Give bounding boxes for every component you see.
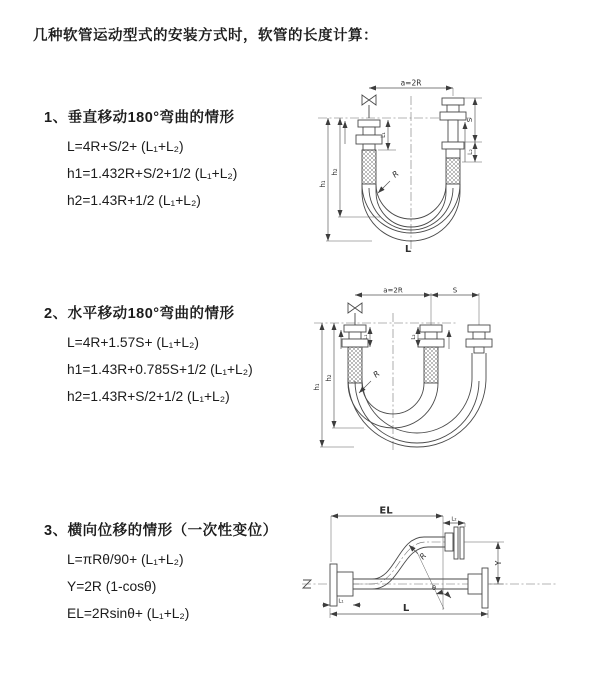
dim-label-radius: R — [390, 169, 401, 180]
section-3-heading: 3、横向位移的情形（一次性变位） — [44, 523, 278, 539]
braided-hose-section — [424, 347, 438, 383]
dim-label-l2: L₂ — [411, 334, 417, 340]
straight-pipe-original-position — [353, 568, 488, 608]
dimension-top-span — [369, 79, 453, 97]
dim-label-l2: L₂ — [467, 149, 474, 155]
section-2-formulas — [44, 329, 253, 410]
left-pipe-fitting — [342, 325, 368, 383]
braided-hose-section — [348, 347, 362, 383]
dim-label-l1: L₁ — [380, 132, 387, 138]
middle-pipe-fitting — [418, 325, 444, 383]
diagram-lateral-displacement — [298, 502, 598, 647]
dim-label-h2: h₂ — [331, 168, 339, 176]
dim-label-s: S — [466, 117, 474, 123]
dim-label-l2: L₂ — [451, 516, 457, 523]
formula-line: EL=2Rsinθ+ (L₁+L₂) — [67, 606, 190, 621]
dim-label-radius: R — [371, 369, 382, 380]
section-3-formulas — [44, 546, 278, 627]
section-2-heading: 2、水平移动180°弯曲的情形 — [44, 306, 235, 322]
dim-label-s: S — [452, 286, 458, 295]
formula-line: h2=1.43R+S/2+1/2 (L₁+L₂) — [67, 389, 230, 404]
dim-label-l1: L₁ — [338, 598, 344, 605]
dimension-l1 — [322, 599, 361, 606]
dimension-l1 — [378, 120, 396, 150]
formula-line: L=4R+S/2+ (L₁+L₂) — [67, 139, 184, 154]
formula-line: L=4R+1.57S+ (L₁+L₂) — [67, 335, 199, 350]
formula-line: h1=1.43R+0.785S+1/2 (L₁+L₂) — [67, 362, 253, 377]
dimension-l2 — [467, 142, 475, 162]
dim-label-h1: h₁ — [319, 180, 327, 188]
dim-label-y: Y — [494, 560, 503, 566]
dim-label-length: L — [404, 244, 412, 255]
dim-label-l1: L₁ — [363, 334, 369, 340]
valve-icon — [348, 303, 362, 325]
dim-label-theta: θ — [432, 584, 436, 592]
formula-line: Y=2R (1-cosθ) — [67, 579, 157, 594]
valve-icon — [362, 95, 376, 118]
dim-label-radius: R — [417, 551, 429, 562]
radius-callout — [378, 169, 401, 193]
section-1-heading: 1、垂直移动180°弯曲的情形 — [44, 110, 235, 126]
section-2 — [44, 302, 253, 410]
right-pipe-fitting-moved-position — [466, 325, 492, 353]
dim-label-h1: h₁ — [313, 383, 321, 391]
section-1 — [44, 106, 237, 214]
dim-label-h2: h₂ — [325, 374, 333, 382]
dim-label-span: a=2R — [383, 286, 403, 295]
dimension-l2 — [411, 327, 418, 347]
dimension-top-span — [355, 287, 479, 326]
braided-hose-section — [446, 158, 460, 184]
dim-label-el: EL — [379, 505, 393, 517]
diagram-vertical-180-bend — [312, 74, 580, 258]
right-pipe-fitting-two-positions — [440, 98, 466, 184]
braided-hose-section — [362, 150, 376, 184]
formula-line: h2=1.43R+1/2 (L₁+L₂) — [67, 193, 201, 208]
dimension-l2 — [443, 517, 465, 528]
page-title: 几种软管运动型式的安装方式时，软管的长度计算： — [33, 28, 378, 44]
section-1-formulas — [44, 133, 237, 214]
formula-line: L=πRθ/90+ (L₁+L₂) — [67, 552, 184, 567]
upper-right-flange — [445, 527, 464, 559]
formula-line: h1=1.432R+S/2+1/2 (L₁+L₂) — [67, 166, 238, 181]
dim-label-length: L — [402, 603, 410, 614]
dim-label-span: a=2R — [400, 78, 422, 88]
hose-u-bend-arcs — [348, 353, 486, 447]
section-3 — [44, 519, 278, 627]
diagram-horizontal-180-bend — [308, 283, 592, 455]
left-pipe-fitting — [356, 120, 382, 184]
